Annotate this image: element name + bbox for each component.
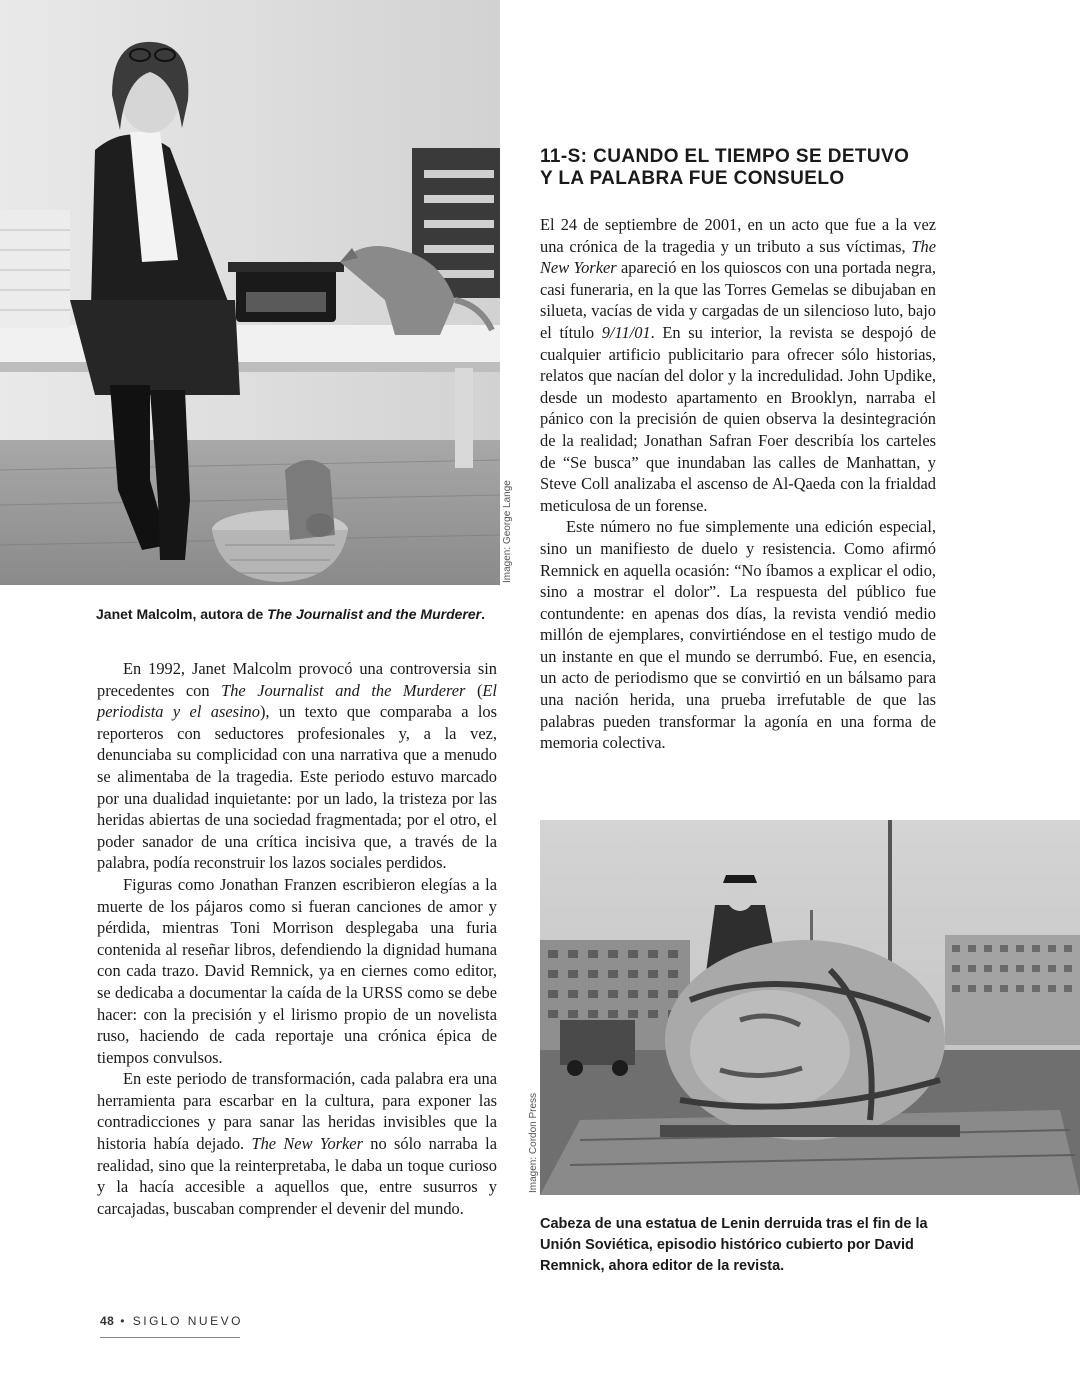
article-column-right — [540, 214, 936, 754]
italic-title: El periodista y el asesino — [97, 680, 497, 722]
text-run: ), un texto que comparaba a los reporteros con seductores profesionales y, a la vez, denunciaba su complicidad con una narrativa que a menudo se alimentaba de la tragedia. Este periodo estuvo marcado por una dualidad inquietante: por un lado, la tristeza por las heridas abiertas de una sociedad fragmentada; por el otro, el poder sanador de una crítica incisiva que, a través de la palabra, podía reconstruir los lazos sociales perdidos. — [97, 702, 497, 873]
photo-caption: Cabeza de una estatua de Lenin derruida tras el fin de la Unión Soviética, episodio histórico cubierto por David Remnick, ahora editor de la revista. — [540, 1216, 928, 1274]
photo-credit: Imagen: Cordon Press — [528, 1092, 539, 1193]
page-footer — [100, 1314, 243, 1328]
paragraph — [97, 658, 497, 874]
section-headline — [540, 146, 960, 190]
photo-credit: Imagen: George Lange — [502, 480, 513, 583]
headline-line-2: Y LA PALABRA FUE CONSUELO — [540, 168, 845, 189]
paragraph: Figuras como Jonathan Franzen escribieron elegías a la muerte de los pájaros como si fueran canciones de amor y pérdida, mientras Toni Morrison desplegaba una furia contenida al reseñar libros, defendiendo la dignidad humana con cada trazo. David Remnick, ya en ciernes como editor, se dedicaba a documentar la caída de la URSS como se debe hacer: con la precisión y el lirismo propio de un novelista ruso, haciendo de cada reportaje una crónica épica de tiempos convulsos. — [97, 874, 497, 1067]
italic-title: The Journalist and the Murderer — [221, 680, 466, 700]
photo-janet-malcolm — [0, 0, 500, 585]
text-run: no sólo narraba la realidad, sino que la reinterpretaba, le daba un toque curioso y la hacía accesible a aquellos que, entre susurros y carcajadas, buscaban comprender el devenir del mundo. — [97, 1134, 497, 1218]
caption-end: . — [481, 606, 485, 622]
photo-caption — [96, 606, 516, 622]
footer-separator: • — [114, 1314, 133, 1328]
publication-name: SIGLO NUEVO — [132, 1314, 243, 1328]
caption-name: Janet Malcolm, autora de — [96, 606, 268, 622]
italic-title: The New Yorker — [540, 236, 936, 278]
text-run: En este periodo de transformación, cada palabra era una herramienta para escarbar en la cultura, para exponer las contradicciones y para sanar las heridas invisibles que la historia había dejado. — [97, 1069, 497, 1154]
article-column-left — [97, 658, 497, 1219]
caption-book-title: The Journalist and the Murderer — [267, 606, 482, 622]
footer-divider — [100, 1337, 240, 1338]
headline-line-1: 11-S: CUANDO EL TIEMPO SE DETUVO — [540, 146, 910, 167]
text-run: ( — [465, 680, 483, 700]
paragraph — [97, 1068, 497, 1219]
italic-title: The New Yorker — [251, 1134, 363, 1154]
italic-title: 9/11/01 — [601, 322, 651, 342]
text-run: . En su interior, la revista se despojó de cualquier artificio publicitario para ofrecer sólo historias, relatos que nacían del dolor y la incredulidad. John Updike, desde un modesto apartamento en Brooklyn, narraba el pánico con la precisión de quien observa la desintegración de la realidad; Jonathan Safran Foer describía los carteles de “Se busca” que inundaban las calles de Manhattan, y Steve Coll analizaba el ascenso de Al-Qaeda con la frialdad meticulosa de un forense. — [540, 322, 936, 515]
page-number: 48 — [100, 1314, 115, 1328]
paragraph — [540, 214, 936, 516]
photo-lenin-statue — [540, 820, 1080, 1195]
text-run: apareció en los quioscos con una portada negra, casi funeraria, en la que las Torres Gemelas se dibujaban en silueta, vacías de vida y cargadas de un silencioso luto, bajo el título — [540, 258, 936, 342]
text-run: En 1992, Janet Malcolm provocó una controversia sin precedentes con — [97, 659, 497, 700]
paragraph: Este número no fue simplemente una edición especial, sino un manifiesto de duelo y resistencia. Como afirmó Remnick en aquella ocasión: “No íbamos a explicar el odio, sino a mostrar el dolor”. La respuesta del público fue contundente: en apenas dos días, la revista vendió medio millón de ejemplares, convirtiéndose en el testigo mudo de un instante en que el mundo se derrumbó. Fue, en esencia, un acto de periodismo que se convirtió en un bálsamo para una nación herida, una prueba irrefutable de que las palabras pueden transformar la agonía en una forma de memoria colectiva. — [540, 517, 936, 753]
text-run: El 24 de septiembre de 2001, en un acto que fue a la vez una crónica de la tragedia y un tributo a sus víctimas, — [540, 215, 936, 256]
